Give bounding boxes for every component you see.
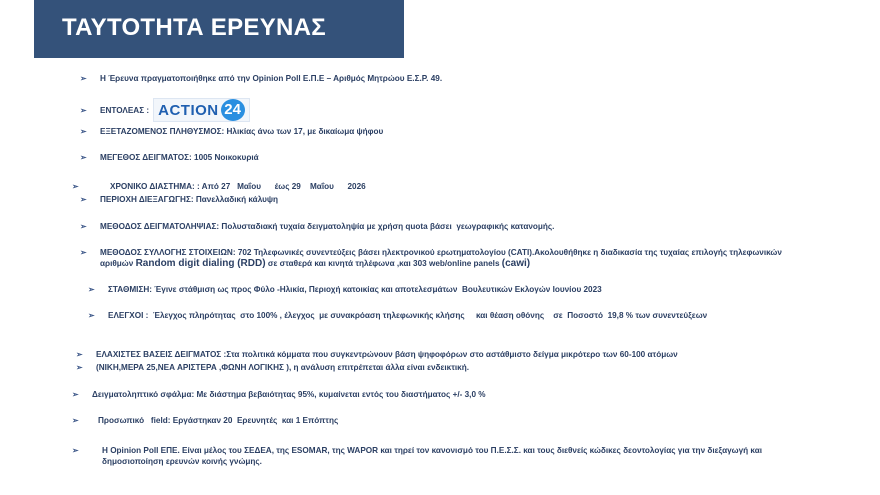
list-item-period: ➢ ΧΡΟΝΙΚΟ ΔΙΑΣΤΗΜΑ: : Από 27 Μαΐου έως 29 Μαΐου 2026 <box>72 182 366 191</box>
arrow-bullet-icon: ➢ <box>72 390 79 399</box>
slide-title: ΤΑΥΤΟΤΗΤΑ ΕΡΕΥΝΑΣ <box>62 14 327 41</box>
list-item-sample-size: ➢ ΜΕΓΕΘΟΣ ΔΕΙΓΜΑΤΟΣ: 1005 Νοικοκυριά <box>80 153 259 162</box>
list-item-membership: ➢ Η Opinion Poll ΕΠΕ. Είναι μέλος του ΣΕΔΕΑ, της ESOMAR, της WAPOR και τηρεί τον κανονισμό του Π.Ε.Σ.Σ. και τους διεθνείς κώδικες δεοντολογίας για την διεξαγωγή και δημοσιοποίηση ερευνών κοινής γνώμης. <box>72 446 762 466</box>
list-item-sampling-error: ➢ Δειγματοληπτικό σφάλμα: Με διάστημα βεβαιότητας 95%, κυμαίνεται εντός του διαστήματος +/- 3,0 % <box>72 390 486 399</box>
arrow-bullet-icon: ➢ <box>88 285 95 294</box>
title-bar <box>34 0 404 58</box>
arrow-bullet-icon: ➢ <box>80 248 87 257</box>
arrow-bullet-icon: ➢ <box>72 182 79 191</box>
arrow-bullet-icon: ➢ <box>80 127 87 136</box>
arrow-bullet-icon: ➢ <box>80 74 87 83</box>
list-item-controls: ➢ ΕΛΕΓΧΟΙ : Έλεγχος πληρότητας στο 100% , έλεγχος με συνακρόαση τηλεφωνικής κλήσης και θέαση οθόνης σε Ποσοστό 19,8 % των συνεντεύξεων <box>88 311 708 320</box>
arrow-bullet-icon: ➢ <box>72 446 79 455</box>
arrow-bullet-icon: ➢ <box>80 195 87 204</box>
list-item-min-bases: ➢ ΕΛΑΧΙΣΤΕΣ ΒΑΣΕΙΣ ΔΕΙΓΜΑΤΟΣ :Στα πολιτικά κόμματα που συγκεντρώνουν βάση ψηφοφόρων στο αστάθμιστο δείγμα μικρότερο των 60-100 ατόμων <box>76 350 678 359</box>
list-item-collection-method: ➢ ΜΕΘΟΔΟΣ ΣΥΛΛΟΓΗΣ ΣΤΟΙΧΕΙΩΝ: 702 Τηλεφωνικές συνεντεύξεις βάσει ηλεκτρονικού ερωτηματολογίου (CATI).Ακολουθήθηκε η διαδικασία της τυχαίας επιλογής τηλεφωνικών αριθμών Random digit dialing (RDD) σε σταθερά και κινητά τηλέφωνα ,και 303 web/online panels (cawi) <box>80 248 782 269</box>
action24-logo: ACTION 24 <box>153 98 250 122</box>
arrow-bullet-icon: ➢ <box>80 153 87 162</box>
arrow-bullet-icon: ➢ <box>76 350 83 359</box>
arrow-bullet-icon: ➢ <box>72 416 79 425</box>
list-item-personnel: ➢ Προσωπικό field: Εργάστηκαν 20 Ερευνητές και 1 Επόπτης <box>72 416 339 425</box>
arrow-bullet-icon: ➢ <box>88 311 95 320</box>
list-item-area: ➢ ΠΕΡΙΟΧΗ ΔΙΕΞΑΓΩΓΗΣ: Πανελλαδική κάλυψη <box>80 195 279 204</box>
list-item-population: ➢ ΕΞΕΤΑΖΟΜΕΝΟΣ ΠΛΗΘΥΣΜΟΣ: Ηλικίας άνω των 17, με δικαίωμα ψήφου <box>80 127 384 136</box>
list-item-pollster: ➢ Η Έρευνα πραγματοποιήθηκε από την Opinion Poll Ε.Π.Ε – Αριθμός Μητρώου Ε.Σ.Ρ. 49. <box>80 74 443 83</box>
list-item-parties: ➢ (ΝΙΚΗ,ΜΕΡΑ 25,ΝΕΑ ΑΡΙΣΤΕΡΑ ,ΦΩΝΗ ΛΟΓΙΚΗΣ ), η ανάλυση επιτρέπεται άλλα είναι ενδεικτική. <box>76 363 470 372</box>
arrow-bullet-icon: ➢ <box>80 222 87 231</box>
arrow-bullet-icon: ➢ <box>76 363 83 372</box>
list-item-sampling-method: ➢ ΜΕΘΟΔΟΣ ΔΕΙΓΜΑΤΟΛΗΨΙΑΣ: Πολυσταδιακή τυχαία δειγματοληψία με χρήση quota βάσει γεωγραφικής κατανομής. <box>80 222 555 231</box>
list-item-client: ➢ ΕΝΤΟΛΕΑΣ : ACTION 24 <box>80 98 250 122</box>
arrow-bullet-icon: ➢ <box>80 105 87 115</box>
list-item-weighting: ➢ ΣΤΑΘΜΙΣΗ: Έγινε στάθμιση ως προς Φύλο -Ηλικία, Περιοχή κατοικίας και αποτελεσμάτων Βουλευτικών Εκλογών Ιουνίου 2023 <box>88 285 602 294</box>
